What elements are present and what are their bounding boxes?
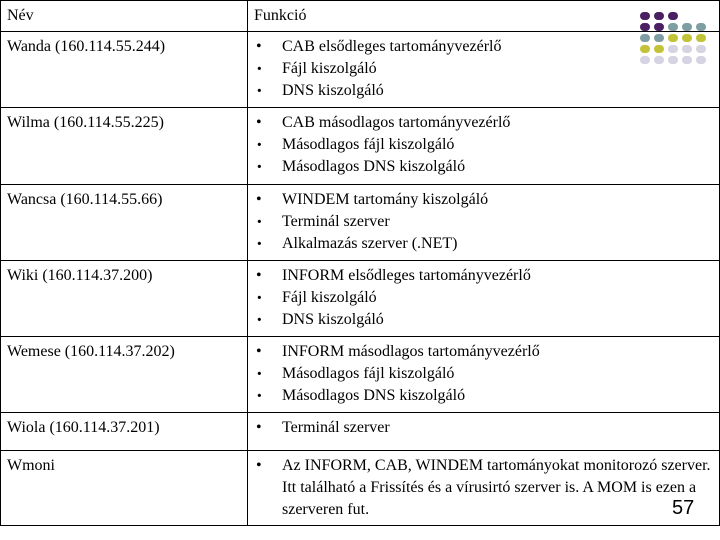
function-item: [254, 134, 713, 156]
function-item: [254, 265, 713, 287]
decorative-dot: [654, 12, 664, 20]
decorative-dot: [640, 23, 650, 31]
function-text: CAB elsődleges tartományvezérlő: [282, 38, 502, 55]
function-text: INFORM elsődleges tartományvezérlő: [282, 267, 531, 284]
server-name-cell: Wilma (160.114.55.225): [1, 108, 248, 185]
decorative-dot: [640, 12, 650, 20]
bullet-icon: ·: [256, 211, 263, 233]
function-list: [254, 455, 713, 521]
bullet-icon: •: [256, 114, 262, 131]
table-row: [1, 32, 720, 108]
function-item: [254, 233, 713, 255]
function-list: [254, 341, 713, 407]
server-function-cell: [248, 451, 720, 526]
function-list: [254, 189, 713, 255]
decorative-dot: [668, 23, 678, 31]
bullet-icon: ·: [256, 363, 263, 385]
bullet-icon: ·: [256, 58, 263, 80]
server-name-cell: Wiki (160.114.37.200): [1, 261, 248, 337]
decorative-dot: [682, 34, 692, 42]
function-item: [254, 156, 713, 178]
bullet-icon: ·: [256, 233, 263, 255]
page-number: 57: [672, 497, 695, 519]
function-item: [254, 211, 713, 233]
table-row: [1, 261, 720, 337]
decorative-dot: [654, 23, 664, 31]
bullet-icon: •: [256, 267, 262, 284]
function-text: Alkalmazás szerver (.NET): [282, 235, 458, 252]
decorative-dot: [654, 45, 664, 53]
decorative-dot: [654, 34, 664, 42]
function-item: [254, 363, 713, 385]
bullet-icon: ·: [256, 134, 263, 156]
server-name-cell: Wmoni: [1, 451, 248, 526]
function-item: [254, 189, 713, 211]
bullet-icon: •: [256, 419, 262, 436]
table-header-row: [1, 1, 720, 32]
decorative-dot: [640, 56, 650, 64]
decorative-dot: [696, 23, 706, 31]
function-item: [254, 112, 713, 134]
function-item: [254, 309, 713, 331]
server-name-cell: Wancsa (160.114.55.66): [1, 185, 248, 261]
header-name: Név: [1, 1, 248, 32]
server-function-cell: [248, 108, 720, 185]
function-list: [254, 265, 713, 331]
decorative-dot: [696, 45, 706, 53]
function-item: [254, 80, 713, 102]
function-item: [254, 341, 713, 363]
decorative-dot: [682, 23, 692, 31]
function-list: [254, 112, 713, 178]
decorative-dot: [682, 12, 692, 20]
function-text: Másodlagos DNS kiszolgáló: [282, 158, 466, 175]
server-function-cell: [248, 413, 720, 451]
server-function-cell: [248, 185, 720, 261]
bullet-icon: •: [256, 457, 262, 474]
decorative-dot: [668, 12, 678, 20]
server-name-cell: Wiola (160.114.37.201): [1, 413, 248, 451]
server-function-cell: [248, 337, 720, 413]
function-item: [254, 287, 713, 309]
table-row: [1, 413, 720, 451]
function-text: Terminál szerver: [282, 213, 390, 230]
server-name-cell: Wemese (160.114.37.202): [1, 337, 248, 413]
function-text: Terminál szerver: [282, 419, 390, 436]
decorative-dot: [640, 34, 650, 42]
bullet-icon: •: [256, 343, 262, 360]
function-item: [254, 385, 713, 407]
function-text: CAB másodlagos tartományvezérlő: [282, 114, 511, 131]
bullet-icon: ·: [256, 385, 263, 407]
decorative-dot: [696, 34, 706, 42]
table-row: [1, 451, 720, 526]
decorative-dot: [668, 34, 678, 42]
bullet-icon: ·: [256, 156, 263, 178]
decorative-dot: [668, 56, 678, 64]
function-text: Fájl kiszolgáló: [282, 60, 377, 77]
bullet-icon: •: [256, 38, 262, 55]
function-list: [254, 417, 713, 439]
decorative-dot: [668, 45, 678, 53]
table-row: [1, 337, 720, 413]
decorative-dot: [654, 56, 664, 64]
decorative-dot: [682, 45, 692, 53]
decorative-dot: [640, 45, 650, 53]
bullet-icon: ·: [256, 80, 263, 102]
decorative-dot: [696, 12, 706, 20]
function-text: Másodlagos fájl kiszolgáló: [282, 365, 455, 382]
function-item: [254, 455, 713, 521]
function-text: Az INFORM, CAB, WINDEM tartományokat monitorozó szerver. Itt található a Frissítés és a vírusirtó szerver is. A MOM is ezen a szerveren fut.: [282, 457, 711, 518]
function-text: Másodlagos DNS kiszolgáló: [282, 387, 466, 404]
table-row: [1, 185, 720, 261]
bullet-icon: •: [256, 191, 262, 208]
function-text: Fájl kiszolgáló: [282, 289, 377, 306]
decorative-dot-grid: [640, 12, 706, 64]
function-text: WINDEM tartomány kiszolgáló: [282, 191, 489, 208]
header-function: Funkció: [248, 1, 720, 32]
table-row: [1, 108, 720, 185]
function-text: INFORM másodlagos tartományvezérlő: [282, 343, 540, 360]
function-text: DNS kiszolgáló: [282, 82, 384, 99]
function-text: Másodlagos fájl kiszolgáló: [282, 136, 455, 153]
bullet-icon: ·: [256, 287, 263, 309]
bullet-icon: ·: [256, 309, 263, 331]
function-item: [254, 417, 713, 439]
decorative-dot: [696, 56, 706, 64]
decorative-dot: [682, 56, 692, 64]
server-function-cell: [248, 261, 720, 337]
server-name-cell: Wanda (160.114.55.244): [1, 32, 248, 108]
function-text: DNS kiszolgáló: [282, 311, 384, 328]
